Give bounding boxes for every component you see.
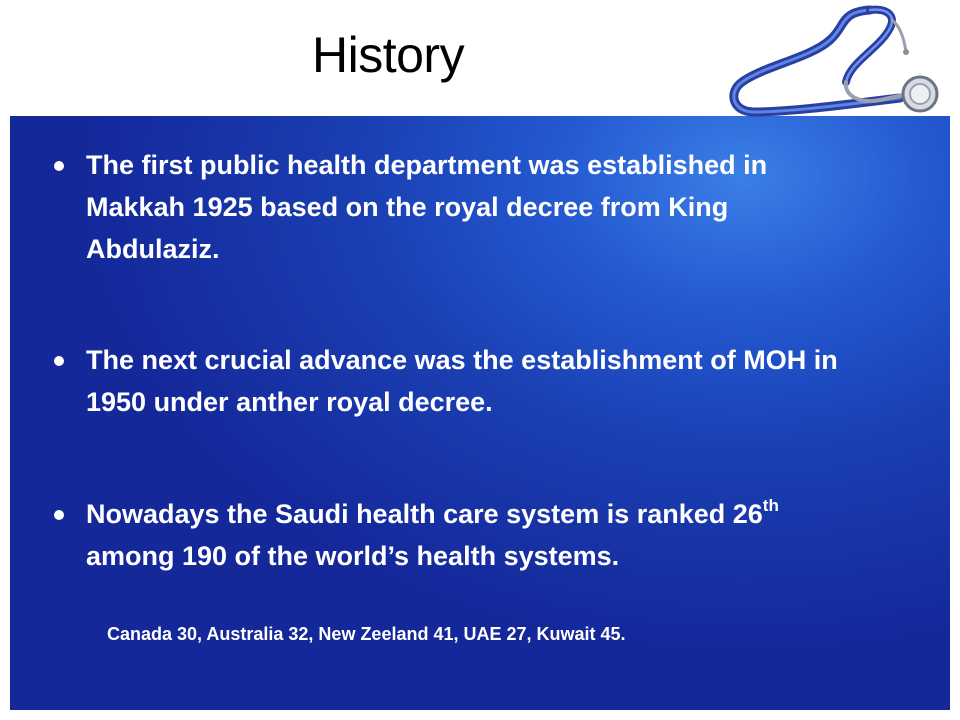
bullet-item [86,493,866,577]
bullet-dot [54,161,64,171]
bullet-item [86,144,866,270]
ordinal-superscript: th [762,496,779,515]
bullet-text: The next crucial advance was the establishment of MOH in 1950 under anther royal decree. [86,345,838,417]
bullet-item [86,339,866,423]
bullet-text-end: among 190 of the world’s health systems. [86,541,620,571]
slide-title: History [312,27,465,83]
bullet-dot [54,510,64,520]
bullet-text: The first public health department was established in Makkah 1925 based on the royal decree from King Abdulaziz. [86,150,768,264]
bullet-dot [54,356,64,366]
ranking-note: Canada 30, Australia 32, New Zeeland 41, UAE 27, Kuwait 45. [107,624,626,644]
bullet-text-start: Nowadays the Saudi health care system is ranked 26 [86,499,763,529]
